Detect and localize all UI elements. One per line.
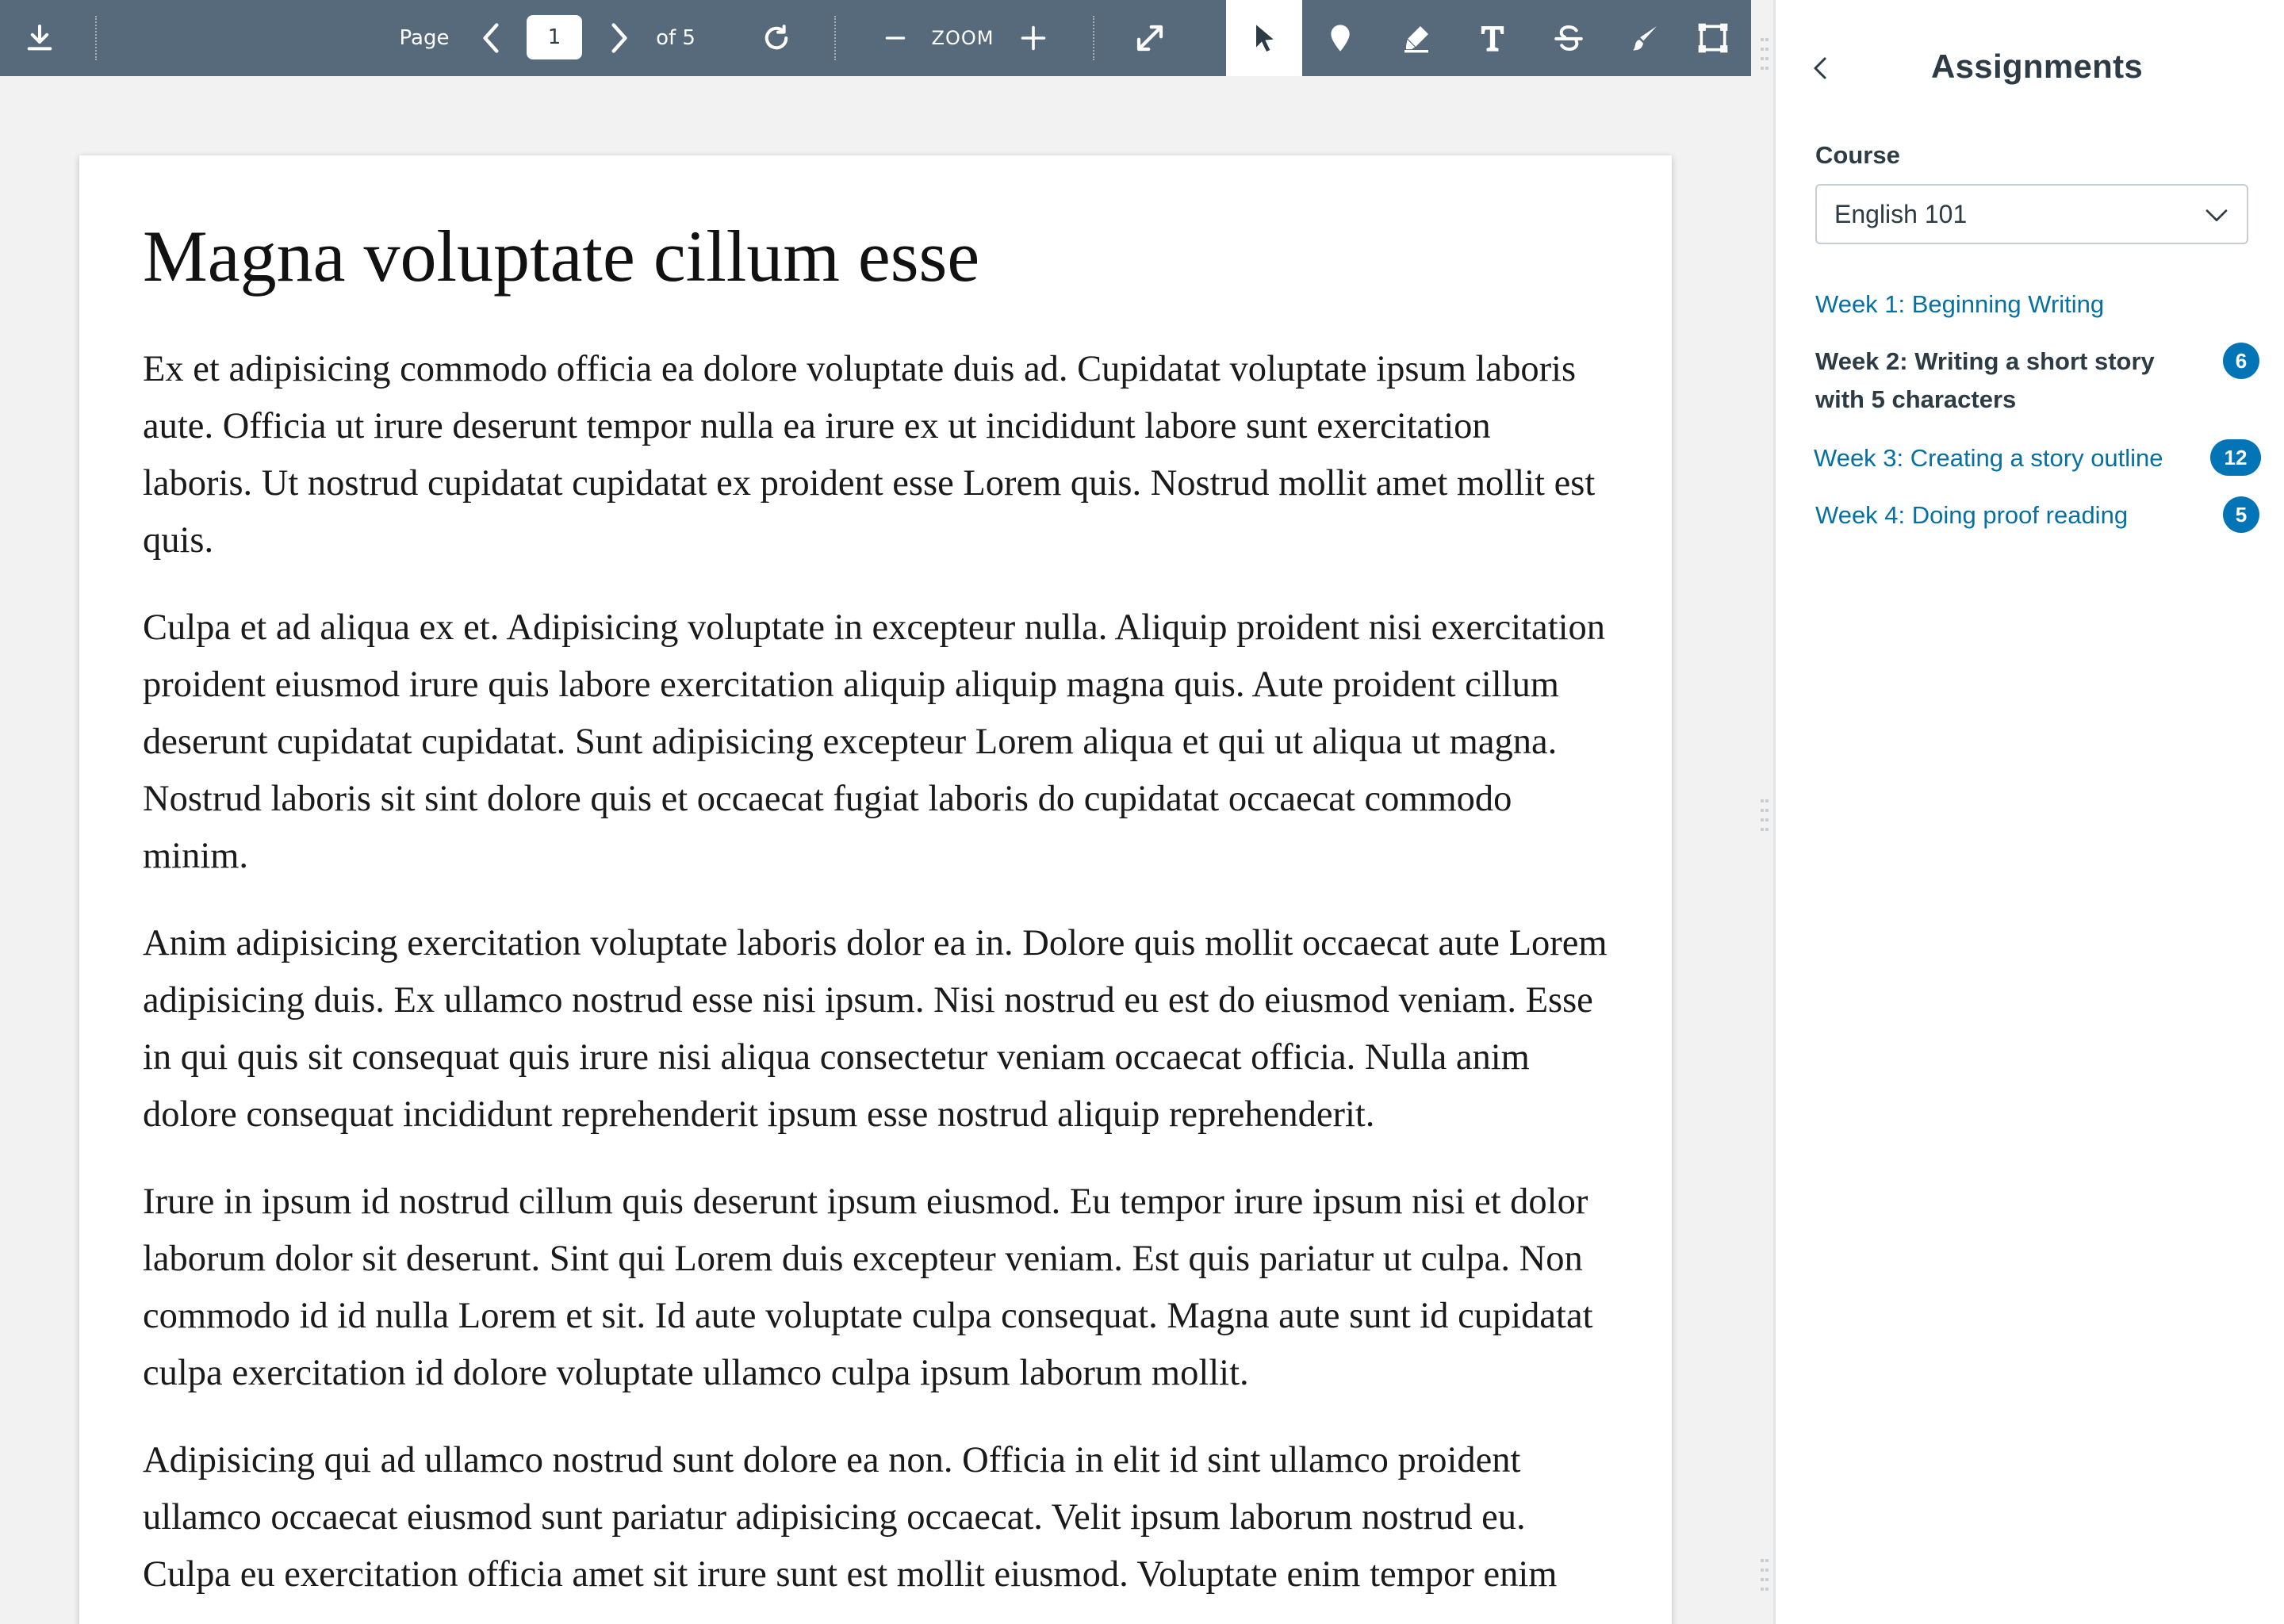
document-paragraph: Culpa et ad aliqua ex et. Adipisicing voluptate in excepteur nulla. Aliquip proident nisi exercitation proident eiusmod irure quis labore exercitation aliquip aliquip magna quis. Aute proident cillum deserunt cupidatat cupidatat. Sunt adipisicing excepteur Lorem aliqua et qui ut aliqua ut magna. Nostrud laboris sit sint dolore quis et occaecat fugiat laboris do cupidatat occaecat commodo minim. bbox=[143, 607, 1606, 877]
toolbar-divider bbox=[834, 16, 836, 60]
previous-page-button[interactable] bbox=[471, 0, 511, 76]
next-page-button[interactable] bbox=[600, 0, 639, 76]
course-label: Course bbox=[1815, 141, 1900, 169]
week-4-link[interactable]: Week 4: Doing proof reading bbox=[1815, 501, 2129, 529]
page-label: Page bbox=[399, 26, 450, 50]
fullscreen-button[interactable] bbox=[1126, 0, 1174, 76]
toolbar-divider bbox=[1093, 16, 1094, 60]
week-2-label-line1: Week 2: Writing a short story bbox=[1815, 347, 2155, 375]
page-number-input[interactable] bbox=[527, 15, 582, 59]
week-4-count-badge: 5 bbox=[2223, 496, 2259, 533]
download-button[interactable] bbox=[14, 0, 65, 76]
text-icon bbox=[1477, 22, 1508, 54]
sidebar-title: Assignments bbox=[1931, 48, 2144, 85]
document-paragraph: Irure in ipsum id nostrud cillum quis deserunt ipsum eiusmod. Eu tempor irure ipsum nisi et dolor laborum dolor sit deserunt. Sint qui Lorem duis excepteur veniam. Est quis pariatur ut culpa. Non commodo id id nulla Lorem et sit. Id aute voluptate culpa consequat. Magna aute sunt id cupidatat culpa exercitation id dolore voluptate ullamco culpa ipsum laborum mollit. bbox=[143, 1182, 1593, 1394]
select-tool-button[interactable] bbox=[1226, 0, 1302, 76]
pin-icon bbox=[1327, 22, 1354, 54]
document-page bbox=[79, 155, 1672, 1624]
rotate-button[interactable] bbox=[753, 0, 799, 76]
zoom-label: ZOOM bbox=[931, 27, 994, 49]
week-2-item[interactable] bbox=[1815, 343, 2155, 419]
course-select-value: English 101 bbox=[1834, 199, 1968, 228]
document-title: Magna voluptate cillum esse bbox=[143, 216, 980, 297]
document-paragraph: Adipisicing qui ad ullamco nostrud sunt dolore ea non. Officia in elit id sint ullamco proident ullamco occaecat eiusmod sunt pariatur adipisicing occaecat. Velit ipsum laborum nostrud eu. Culpa eu exercitation officia amet sit irure sunt est mollit eiusmod. Voluptate enim tempor enim bbox=[143, 1440, 1558, 1595]
area-icon bbox=[1696, 21, 1730, 56]
strikethrough-icon bbox=[1552, 21, 1585, 55]
week-2-count-badge: 6 bbox=[2223, 343, 2259, 379]
area-tool-button[interactable] bbox=[1675, 0, 1751, 76]
resize-handle[interactable] bbox=[1761, 38, 1769, 73]
week-1-link[interactable]: Week 1: Beginning Writing bbox=[1815, 290, 2105, 318]
highlight-tool-button[interactable] bbox=[1378, 0, 1454, 76]
chevron-right-icon bbox=[606, 21, 633, 56]
back-button[interactable] bbox=[1801, 49, 1839, 87]
assignments-sidebar bbox=[1776, 0, 2284, 1624]
toolbar-divider bbox=[95, 16, 97, 60]
expand-icon bbox=[1133, 21, 1167, 55]
point-annotation-button[interactable] bbox=[1302, 0, 1378, 76]
week-2-label-line2: with 5 characters bbox=[1815, 385, 2017, 413]
document-viewport[interactable] bbox=[0, 76, 1751, 1624]
week-3-count-badge: 12 bbox=[2210, 439, 2261, 476]
document-paragraph: Ex et adipisicing commodo officia ea dolore voluptate duis ad. Cupidatat voluptate ipsum laboris aute. Officia ut irure deserunt tempor nulla ea irure ex ut incididunt labore sunt exercitation laboris. Ut nostrud cupidatat cupidatat ex proident esse Lorem quis. Nostrud mollit amet mollit est quis. bbox=[143, 349, 1596, 561]
chevron-left-icon bbox=[1808, 54, 1832, 82]
viewer-toolbar bbox=[0, 0, 1751, 76]
chevron-left-icon bbox=[477, 21, 504, 56]
rotate-icon bbox=[760, 21, 793, 55]
resize-handle[interactable] bbox=[1761, 799, 1769, 834]
chevron-down-icon bbox=[2204, 205, 2229, 225]
freedraw-tool-button[interactable] bbox=[1607, 0, 1683, 76]
download-icon bbox=[24, 22, 56, 54]
document-paragraph: Anim adipisicing exercitation voluptate laboris dolor ea in. Dolore quis mollit occaecat aute Lorem adipisicing duis. Ex ullamco nostrud esse nisi ipsum. Nisi nostrud eu est do eiusmod veniam. Esse in qui quis sit consequat quis irure nisi aliqua consectetur veniam occaecat officia. Nulla anim dolore consequat incididunt reprehenderit ipsum esse nostrud aliquip reprehenderit. bbox=[143, 923, 1608, 1136]
plus-icon bbox=[1019, 24, 1048, 52]
pointer-icon bbox=[1251, 22, 1278, 54]
zoom-in-button[interactable] bbox=[1014, 0, 1053, 76]
resize-handle[interactable] bbox=[1761, 1559, 1769, 1594]
minus-icon bbox=[883, 25, 908, 51]
week-3-link[interactable]: Week 3: Creating a story outline bbox=[1814, 444, 2163, 472]
page-count: of 5 bbox=[656, 26, 696, 50]
highlighter-icon bbox=[1401, 22, 1432, 54]
text-tool-button[interactable] bbox=[1454, 0, 1531, 76]
zoom-out-button[interactable] bbox=[876, 0, 915, 76]
strikeout-tool-button[interactable] bbox=[1531, 0, 1607, 76]
brush-icon bbox=[1629, 22, 1661, 54]
course-select[interactable] bbox=[1815, 184, 2248, 244]
